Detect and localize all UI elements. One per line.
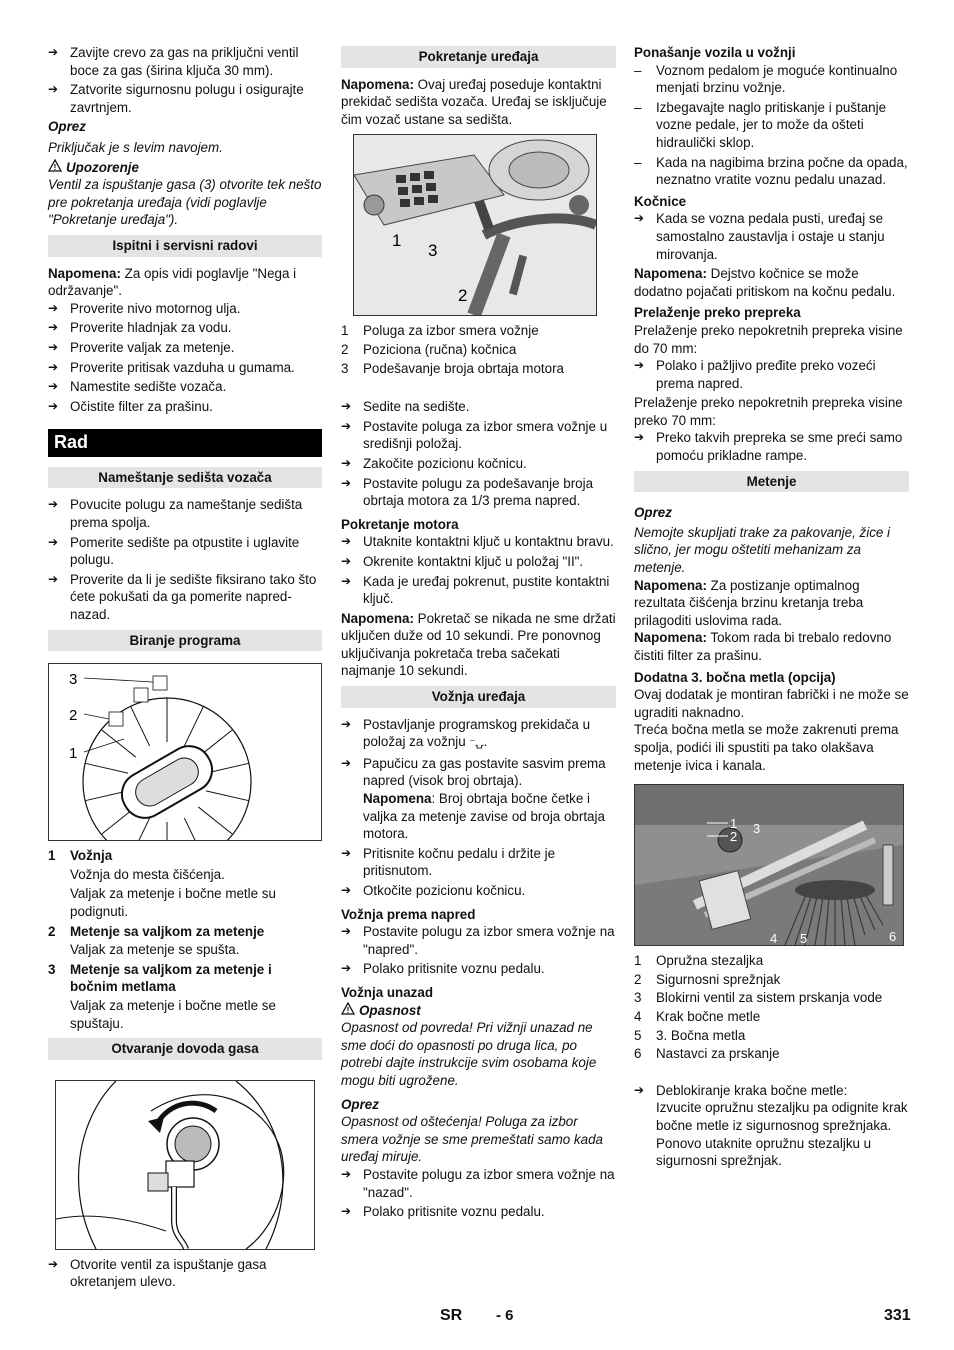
note: Napomena: Za opis vidi poglavlje "Nega i održavanje". <box>48 265 297 299</box>
list-item: ➔ Deblokiranje kraka bočne metle: Izvucite opružnu stezaljku pa odignite krak bočne metle iz sigurnosnog sprežnjaka. Ponovo utaknite opružnu stezaljku u sigurnosni sprežnjak. <box>634 1082 908 1169</box>
list-item-text: Postavite polugu za podešavanje broja obrtaja motora za 1/3 prema napred. <box>363 475 594 509</box>
list-item <box>341 398 616 416</box>
drive-mode-icon: ⁻⍽ <box>469 737 484 750</box>
arrow-right-icon: ➔ <box>48 1256 59 1271</box>
list-item-text: Postavite poluga za izbor smera vožnje u središnji položaj. <box>363 418 608 452</box>
legend-text: Krak bočne metle <box>656 1008 761 1024</box>
legend-item <box>634 952 909 970</box>
engine-steps <box>341 533 616 607</box>
arrow-right-icon: ➔ <box>48 379 59 394</box>
list-item <box>48 571 322 624</box>
list-item-text: Voznom pedalom je moguće kontinualno menjati brzinu vožnje. <box>656 62 898 96</box>
footer-page-number: 331 <box>884 1307 911 1324</box>
list-item: ➔ Polako i pažljivo pređite preko vozeći prema napred. <box>634 358 876 391</box>
arrow-right-icon: ➔ <box>634 430 645 445</box>
arrow-right-icon: ➔ <box>341 1166 352 1181</box>
figure-legend <box>341 322 616 377</box>
legend-text: Blokirni ventil za sistem prskanja vode <box>656 990 883 1006</box>
arrow-right-icon: ➔ <box>341 755 352 770</box>
checklist <box>48 300 322 416</box>
legend-item <box>634 971 909 989</box>
list-item <box>48 496 322 531</box>
arrow-right-icon: ➔ <box>341 1204 352 1219</box>
list-item <box>341 1166 616 1201</box>
legend-number: 2 <box>634 971 642 987</box>
subheading: Vožnja prema napred <box>341 906 476 922</box>
seat-steps <box>48 496 322 623</box>
program-title: Metenje sa valjkom za metenje <box>70 923 265 939</box>
legend-text: Sigurnosni sprežnjak <box>656 971 781 987</box>
callout-2: 2 <box>730 829 738 845</box>
list-item-text: Proverite valjak za metenje. <box>70 339 235 355</box>
footer-language: SR <box>440 1307 463 1324</box>
dash-icon: – <box>634 62 642 78</box>
callout-4: 4 <box>770 931 778 946</box>
arrow-right-icon: ➔ <box>341 961 352 976</box>
subheading: Ponašanje vozila u vožnji <box>634 45 796 60</box>
arrow-right-icon: ➔ <box>341 534 352 549</box>
section-heading: Pokretanje uređaja <box>341 46 616 68</box>
arrow-right-icon: ➔ <box>48 571 59 586</box>
list-item-text: Kada je uređaj pokrenut, pustite kontaktni ključ. <box>363 573 610 607</box>
list-item <box>48 319 322 337</box>
caution-text: Nemojte skupljati trake za pakovanje, žice i slično, jer mogu oštetiti mehanizam za metenje. <box>634 524 891 576</box>
list-item: ➔ Zatvorite sigurnosnu polugu i osigurajte zavrtnjem. <box>48 82 304 115</box>
program-description: Valjak za metenje i bočne metle se spuštaju. <box>70 997 276 1031</box>
legend-item <box>634 1045 909 1063</box>
program-number: 1 <box>48 848 56 864</box>
list-item: ➔ Kada se vozna pedala pusti, uređaj se samostalno zaustavlja i ostaje u stanju mirovanja. <box>634 211 885 262</box>
list-item <box>341 1203 616 1221</box>
arrow-right-icon: ➔ <box>341 455 352 470</box>
list-item-text: Povucite polugu za nameštanje sedišta prema spolja. <box>70 497 303 531</box>
callout-1: 1 <box>730 816 738 832</box>
arrow-right-icon: ➔ <box>341 573 352 588</box>
svg-text:!: ! <box>53 162 57 172</box>
list-item <box>341 923 616 958</box>
program-switch-figure <box>48 663 322 841</box>
section-heading: Vožnja uređaja <box>341 686 616 708</box>
arrow-right-icon: ➔ <box>341 883 352 897</box>
legend-number: 6 <box>634 1046 642 1062</box>
subheading: Prelaženje preko prepreka <box>634 305 801 321</box>
program-description: Vožnja do mesta čišćenja. <box>70 866 225 882</box>
program-item <box>48 923 322 941</box>
arrow-right-icon: ➔ <box>341 924 352 939</box>
list-item: ➔ Otkočite pozicionu kočnicu. <box>341 883 526 898</box>
list-item: ➔ Papučicu za gas postavite sasvim prema napred (visok broj obrtaja). Napomena: Broj obrtaja bočne četke i valjka za metenje zavise od broja obrtaja motora. <box>341 755 606 842</box>
subheading: Vožnja unazad <box>341 984 434 1000</box>
caution-text: Opasnost od oštećenja! Poluga za izbor smera vožnje se sme premeštati samo kada uređaj miruje. <box>341 1114 603 1165</box>
legend-text: Podešavanje broja obrtaja motora <box>363 360 564 376</box>
arrow-right-icon: ➔ <box>341 399 352 414</box>
list-item-text: Izbegavajte naglo pritiskanje i puštanje vozne pedale, jer to može da ošteti hidraulički sklop. <box>656 99 887 150</box>
warning-triangle-icon <box>48 159 62 177</box>
program-list <box>48 847 322 1032</box>
paragraph: Ovaj dodatak je montiran fabrički i ne može se ugraditi naknadno. <box>634 687 909 720</box>
list-item-text: Okrenite kontaktni ključ u položaj "II". <box>363 553 584 569</box>
program-description: Valjak za metenje se spušta. <box>70 942 240 958</box>
list-item <box>341 475 616 510</box>
section-heading: Metenje <box>634 471 909 493</box>
warning-triangle-icon <box>341 1002 355 1020</box>
legend-number: 3 <box>634 990 642 1006</box>
note: Napomena: Pokretač se nikada ne sme držati uključen duže od 10 sekundi. Pre ponovnog uključivanja pokretača treba sačekati najmanje 10 sekundi. <box>341 610 616 679</box>
list-item-text: Proverite hladnjak za vodu. <box>70 320 232 336</box>
arrow-right-icon: ➔ <box>48 339 59 354</box>
program-title: Metenje sa valjkom za metenje i bočnim metlama <box>70 961 272 995</box>
subheading: Dodatna 3. bočna metla (opcija) <box>634 669 836 685</box>
legend-number: 1 <box>634 953 642 969</box>
program-title: Vožnja <box>70 848 113 864</box>
caution-label: Oprez <box>634 505 672 521</box>
note: Napomena: Tokom rada bi trebalo redovno čistiti filter za prašinu. <box>634 630 892 663</box>
legend-number: 4 <box>634 1008 642 1024</box>
list-item <box>634 62 909 97</box>
side-broom-figure <box>634 784 904 946</box>
legend-number: 5 <box>634 1027 642 1043</box>
program-number: 2 <box>48 923 56 939</box>
section-heading: Otvaranje dovoda gasa <box>48 1038 322 1060</box>
callout-3: 3 <box>428 241 438 261</box>
warning-text: Ventil za ispuštanje gasa (3) otvorite tek nešto pre pokretanja uređaja (vidi poglavlje "Pokretanje uređaja"). <box>48 177 322 228</box>
danger-text: Opasnost od povreda! Pri vižnji unazad ne sme doći do opasnosti po druga lica, po potrebi dajte instrukcije svim osobama koje mogu biti ugrožene. <box>341 1020 597 1088</box>
note: Napomena: Dejstvo kočnice se može dodatno pojačati pritiskom na kočnu pedalu. <box>634 266 896 299</box>
caution-label: Oprez <box>48 119 86 135</box>
arrow-right-icon: ➔ <box>48 534 59 549</box>
list-item <box>341 533 616 551</box>
program-description: Valjak za metenje i bočne metle su podignuti. <box>70 886 276 919</box>
list-item: ➔ Otvorite ventil za ispuštanje gasa okretanjem ulevo. <box>48 1256 267 1290</box>
callout-3: 3 <box>69 671 78 689</box>
note: Napomena: Ovaj uređaj poseduje kontaktni prekidač sedišta vozača. Uređaj se isključuje čim vozač ustane sa sedišta. <box>341 76 607 127</box>
list-item-text: Sedite na sedište. <box>363 399 470 415</box>
legend-text: Nastavci za prskanje <box>656 1046 780 1062</box>
list-item-text: Polako pritisnite voznu pedalu. <box>363 961 545 977</box>
list-item-text: Proverite nivo motornog ulja. <box>70 300 241 316</box>
list-item-text: Postavite polugu za izbor smera vožnje na "nazad". <box>363 1166 615 1200</box>
subheading: Kočnice <box>634 193 687 209</box>
list-item-text: Kada na nagibima brzina počne da opada, neznatno vratite voznu pedalu unazad. <box>656 154 908 188</box>
subheading: Pokretanje motora <box>341 516 459 532</box>
arrow-right-icon: ➔ <box>341 845 352 860</box>
arrow-right-icon: ➔ <box>48 82 59 97</box>
caution-label: Oprez <box>341 1096 379 1112</box>
footer-page: - 6 <box>496 1307 514 1324</box>
legend-number: 3 <box>341 360 349 376</box>
legend-text: Opružna stezaljka <box>656 953 764 969</box>
arrow-right-icon: ➔ <box>341 716 352 731</box>
obstacle-text: Prelaženje preko nepokretnih prepreka visine do 70 mm: <box>634 322 903 356</box>
section-heading: Nameštanje sedišta vozača <box>48 467 322 489</box>
list-item <box>48 398 322 416</box>
legend-item <box>634 1027 909 1045</box>
column-1 <box>48 44 322 1293</box>
column-3 <box>634 44 909 1172</box>
obstacle-text: Prelaženje preko nepokretnih prepreka visine preko 70 mm: <box>634 395 903 428</box>
legend-text: 3. Bočna metla <box>656 1027 746 1043</box>
arrow-right-icon: ➔ <box>634 211 645 226</box>
arrow-right-icon: ➔ <box>341 553 352 568</box>
callout-6: 6 <box>889 929 897 945</box>
dash-icon: – <box>634 99 642 115</box>
arrow-right-icon: ➔ <box>48 300 59 315</box>
forward-steps <box>341 923 616 978</box>
list-item <box>634 154 909 189</box>
program-item <box>48 961 322 996</box>
callout-5: 5 <box>800 931 808 946</box>
arrow-right-icon: ➔ <box>48 398 59 413</box>
arrow-right-icon: ➔ <box>48 45 59 59</box>
program-number: 3 <box>48 961 56 977</box>
legend-item <box>634 1008 909 1026</box>
list-item <box>341 455 616 473</box>
list-item-text: Postavite polugu za izbor smera vožnje na "napred". <box>363 924 615 957</box>
list-item <box>341 573 616 608</box>
callout-3: 3 <box>753 821 761 837</box>
list-item-text: Proverite da li je sedište fiksirano tako što ćete pokušati da ga pomerite napred-nazad. <box>70 571 317 623</box>
legend-text: Poluga za izbor smera vožnje <box>363 323 539 339</box>
list-item <box>48 339 322 357</box>
list-item: ➔ Preko takvih prepreka se sme preći samo pomoću prikladne rampe. <box>634 430 903 464</box>
list-item: ➔ Pritisnite kočnu pedalu i držite je pritisnutom. <box>341 845 556 879</box>
arrow-right-icon: ➔ <box>634 358 645 373</box>
dash-icon: – <box>634 154 642 170</box>
list-item: ➔ Zavijte crevo za gas na priključni ventil boce za gas (širina ključa 30 mm). <box>48 45 299 78</box>
list-item <box>48 359 322 377</box>
callout-1: 1 <box>69 745 78 763</box>
legend-item <box>341 322 616 340</box>
list-item <box>341 960 616 978</box>
list-item <box>48 378 322 396</box>
list-item <box>48 300 322 318</box>
callout-2: 2 <box>458 286 468 306</box>
arrow-right-icon: ➔ <box>341 475 352 490</box>
list-item-text: Polako pritisnite voznu pedalu. <box>363 1204 545 1220</box>
list-item <box>341 418 616 453</box>
section-heading: Biranje programa <box>48 630 322 652</box>
program-item <box>48 847 322 865</box>
legend-item <box>341 360 616 378</box>
list-item: ➔ Postavljanje programskog prekidača u položaj za vožnju ⁻⍽. <box>341 716 616 753</box>
note: Napomena: Za postizanje optimalnog rezultata čišćenja brzinu kretanja treba prilagoditi uslovima rada. <box>634 577 864 628</box>
legend-item <box>634 989 909 1007</box>
callout-2: 2 <box>69 707 78 725</box>
warning-label: Upozorenje <box>66 159 139 175</box>
arrow-right-icon: ➔ <box>341 418 352 433</box>
driving-behaviour-list <box>634 62 909 189</box>
list-item-text: Namestite sedište vozača. <box>70 379 227 395</box>
list-item-text: Utaknite kontaktni ključ u kontaktnu bravu. <box>363 534 614 550</box>
list-item-text: Pomerite sedište pa otpustite i uglavite polugu. <box>70 534 300 568</box>
legend-number: 1 <box>341 323 349 339</box>
figure-legend <box>634 952 909 1063</box>
gas-valve-figure <box>55 1080 315 1250</box>
legend-text: Poziciona (ručna) kočnica <box>363 341 517 357</box>
control-panel-figure <box>353 134 597 316</box>
arrow-right-icon: ➔ <box>48 497 59 512</box>
chapter-title: Rad <box>48 429 322 457</box>
arrow-right-icon: ➔ <box>48 320 59 335</box>
list-item-text: Proverite pritisak vazduha u gumama. <box>70 359 295 375</box>
svg-text:!: ! <box>346 1005 350 1015</box>
reverse-steps <box>341 1166 616 1221</box>
list-item <box>341 553 616 571</box>
column-2 <box>341 44 616 1223</box>
list-item <box>634 99 909 152</box>
danger-label: Opasnost <box>359 1002 421 1018</box>
start-steps <box>341 398 616 510</box>
callout-1: 1 <box>392 231 402 251</box>
paragraph: Treća bočna metla se može zakrenuti prema spolja, podići ili spustiti pa tako olakšava metenje ivica i kanala. <box>634 722 899 773</box>
legend-item <box>341 341 616 359</box>
arrow-right-icon: ➔ <box>48 359 59 374</box>
list-item-text: Očistite filter za prašinu. <box>70 398 213 414</box>
list-item-text: Zakočite pozicionu kočnicu. <box>363 455 527 471</box>
legend-number: 2 <box>341 341 349 357</box>
caution-text: Priključak je s levim navojem. <box>48 139 223 155</box>
section-heading: Ispitni i servisni radovi <box>48 235 322 257</box>
list-item <box>48 534 322 569</box>
arrow-right-icon: ➔ <box>634 1082 645 1097</box>
